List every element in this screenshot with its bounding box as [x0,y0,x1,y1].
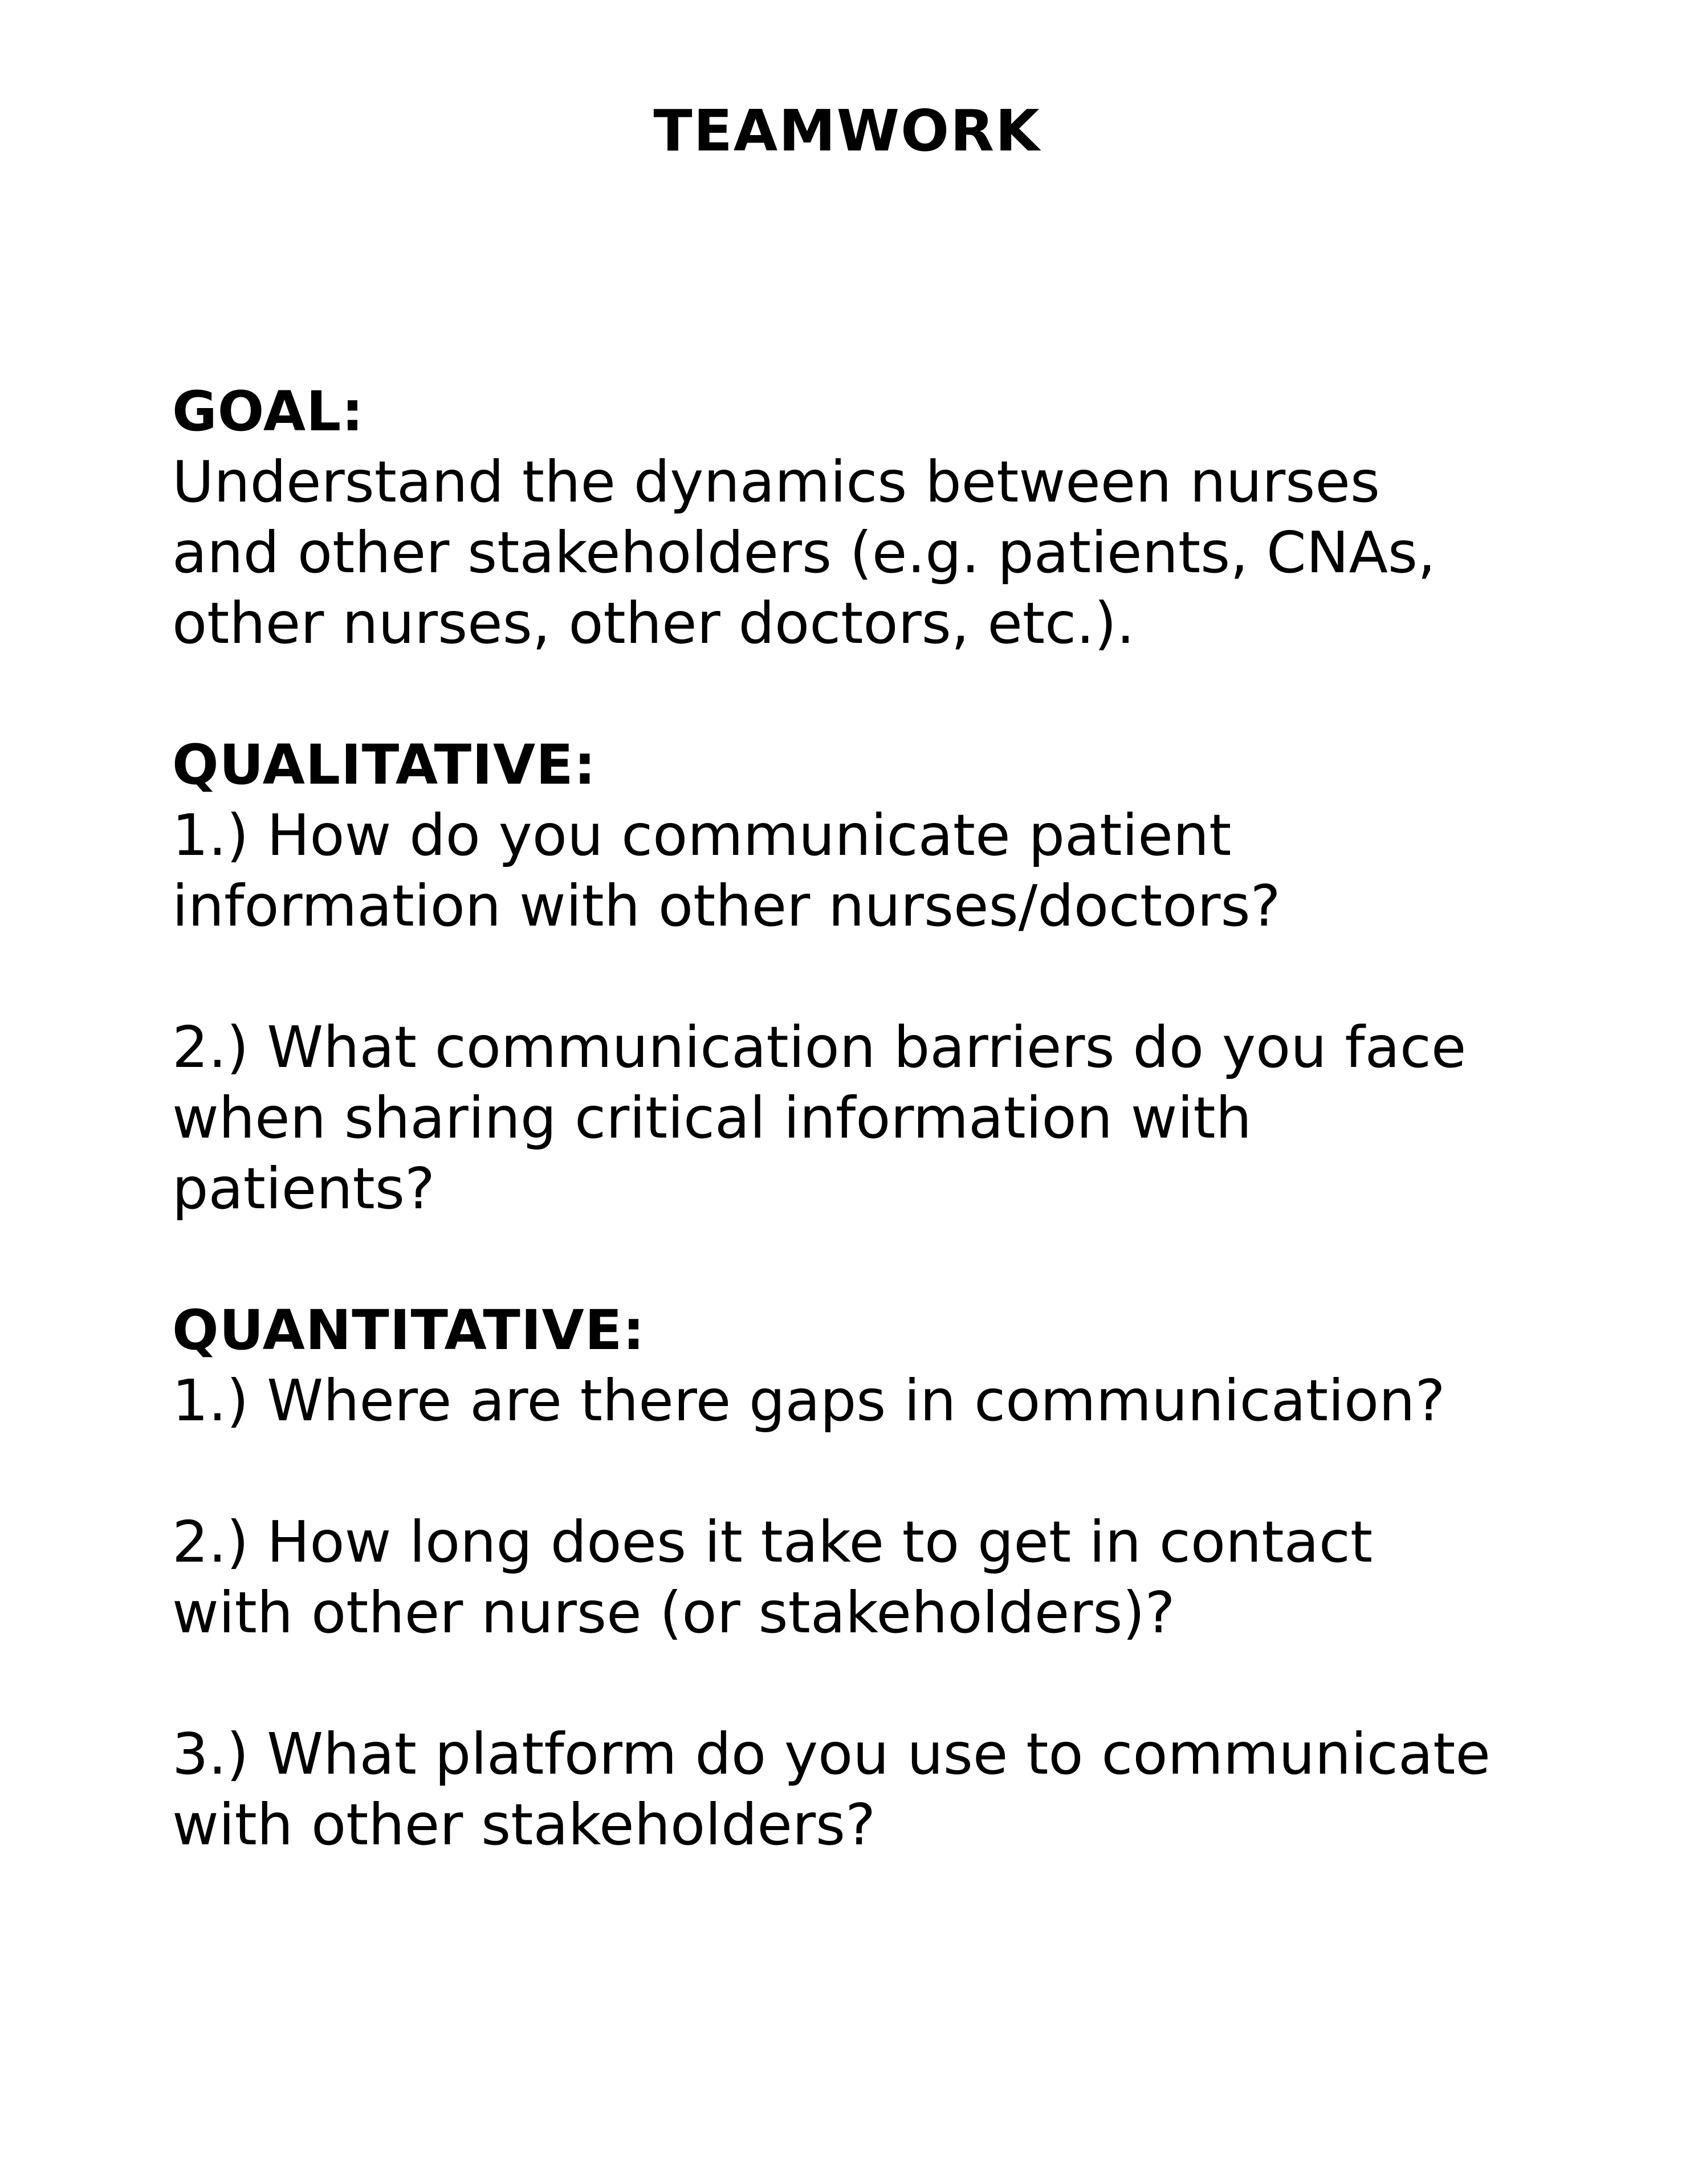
document-title: TEAMWORK [653,97,1041,164]
quantitative-question-3: 3.) What platform do you use to communicate with other stakeholders? [172,1721,1491,1858]
quantitative-section [172,1295,1552,1860]
question-spacer [172,1648,1552,1719]
section-spacer [172,1224,1552,1295]
question-spacer [172,942,1552,1012]
qualitative-question-1: 1.) How do you communicate patient information with other nurses/doctors? [172,802,1281,939]
section-spacer [172,659,1552,730]
quantitative-question-2: 2.) How long does it take to get in contact with other nurse (or stakeholders)? [172,1509,1373,1646]
document-content [172,376,1552,1860]
question-spacer [172,1436,1552,1507]
qualitative-heading: QUALITATIVE: [172,733,597,797]
goal-text: Understand the dynamics between nurses and other stakeholders (e.g. patients, CNAs, other nurses, other doctors, etc.). [172,449,1436,657]
quantitative-heading: QUANTITATIVE: [172,1298,645,1362]
goal-section [172,376,1552,659]
quantitative-question-1: 1.) Where are there gaps in communication? [172,1367,1445,1434]
qualitative-question-2: 2.) What communication barriers do you face when sharing critical information with patients? [172,1014,1467,1222]
goal-heading: GOAL: [172,380,364,443]
qualitative-section [172,730,1552,1224]
